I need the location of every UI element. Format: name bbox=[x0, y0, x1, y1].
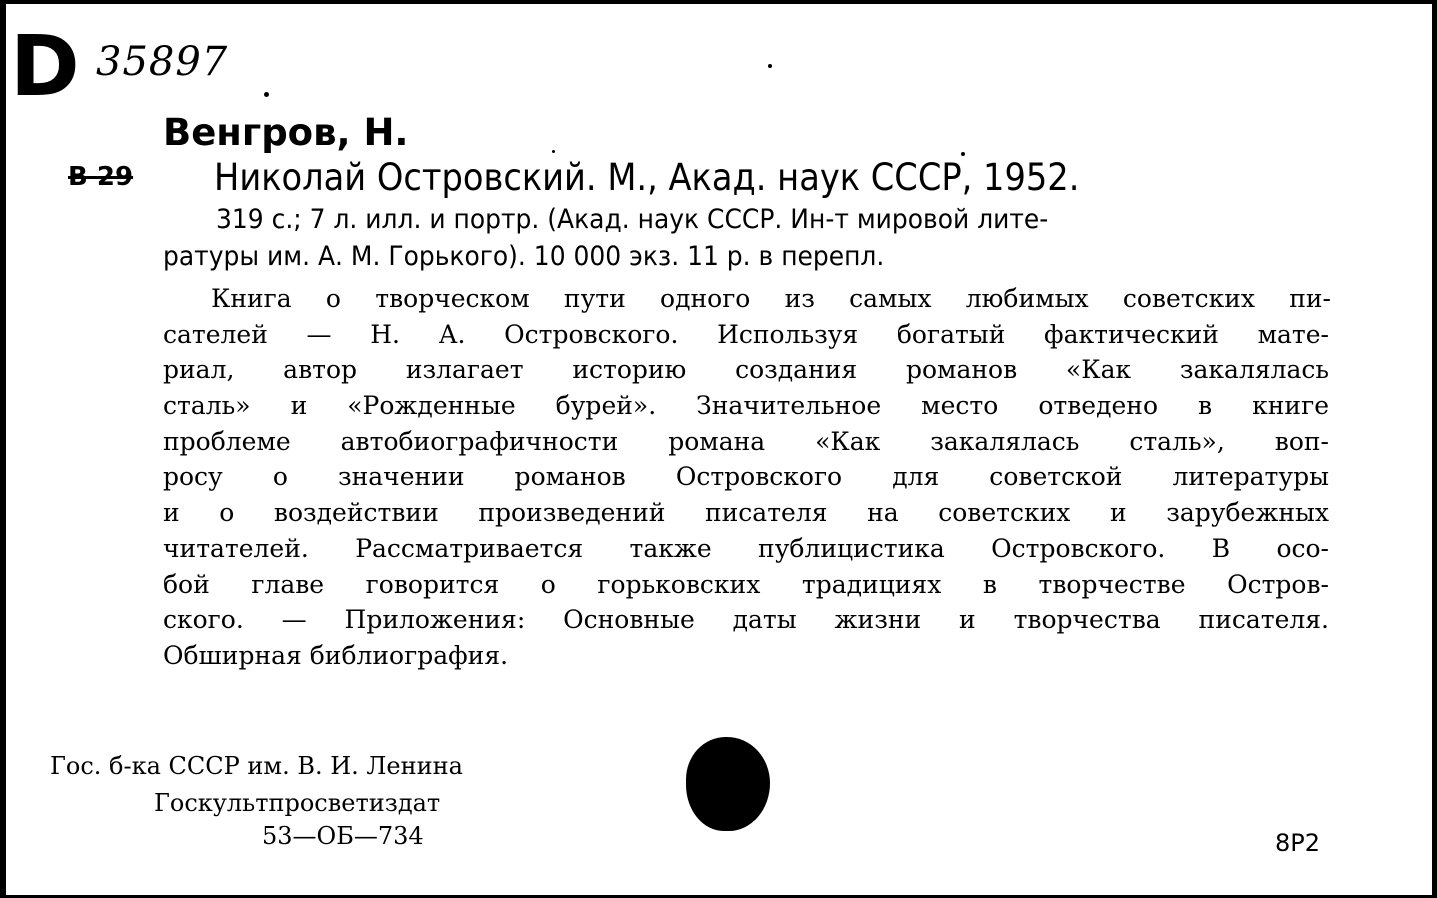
annotation-line: читателей. Рассматривается также публицистика Островского. В осо- bbox=[163, 534, 1329, 563]
ink-speck bbox=[552, 150, 555, 153]
annotation-line: Книга о творческом пути одного из самых любимых советских пи- bbox=[211, 284, 1331, 313]
collation-line: 319 с.; 7 л. илл. и портр. (Акад. наук СССР. Ин-т мировой лите- bbox=[216, 204, 1049, 235]
ink-speck bbox=[768, 64, 772, 68]
ink-speck bbox=[264, 92, 269, 97]
collation-line: ратуры им. А. М. Горького). 10 000 экз. 11 р. в перепл. bbox=[163, 241, 885, 272]
card-code: 8Р2 bbox=[1274, 829, 1320, 857]
author-heading: Венгров, Н. bbox=[163, 111, 409, 154]
annotation-line: сталь» и «Рожденные бурей». Значительное место отведено в книге bbox=[163, 391, 1329, 420]
annotation-line: росу о значении романов Островского для советской литературы bbox=[163, 462, 1329, 491]
annotation-line: Обширная библиография. bbox=[163, 641, 509, 670]
annotation-line: сателей — Н. А. Островского. Используя богатый фактический мате- bbox=[163, 320, 1329, 349]
call-number: В 29 bbox=[68, 162, 134, 192]
card-publisher: Госкультпросветиздат bbox=[154, 789, 441, 817]
shelf-letter-stamp: D bbox=[10, 17, 78, 115]
punch-hole bbox=[686, 737, 770, 831]
handwritten-inventory-number: 35897 bbox=[96, 39, 229, 85]
annotation-line: и о воздействии произведений писателя на советских и зарубежных bbox=[163, 498, 1329, 527]
annotation-line: риал, автор излагает историю создания романов «Как закалялась bbox=[163, 355, 1329, 384]
annotation-line: ского. — Приложения: Основные даты жизни и творчества писателя. bbox=[163, 605, 1329, 634]
annotation-line: проблеме автобиографичности романа «Как закалялась сталь», воп- bbox=[163, 427, 1329, 456]
order-number: 53—ОБ—734 bbox=[262, 822, 424, 850]
annotation-line: бой главе говорится о горьковских традициях в творчестве Остров- bbox=[163, 570, 1329, 599]
title-imprint-line: Николай Островский. М., Акад. наук СССР, 1952. bbox=[214, 156, 1080, 199]
library-name: Гос. б-ка СССР им. В. И. Ленина bbox=[50, 752, 463, 780]
